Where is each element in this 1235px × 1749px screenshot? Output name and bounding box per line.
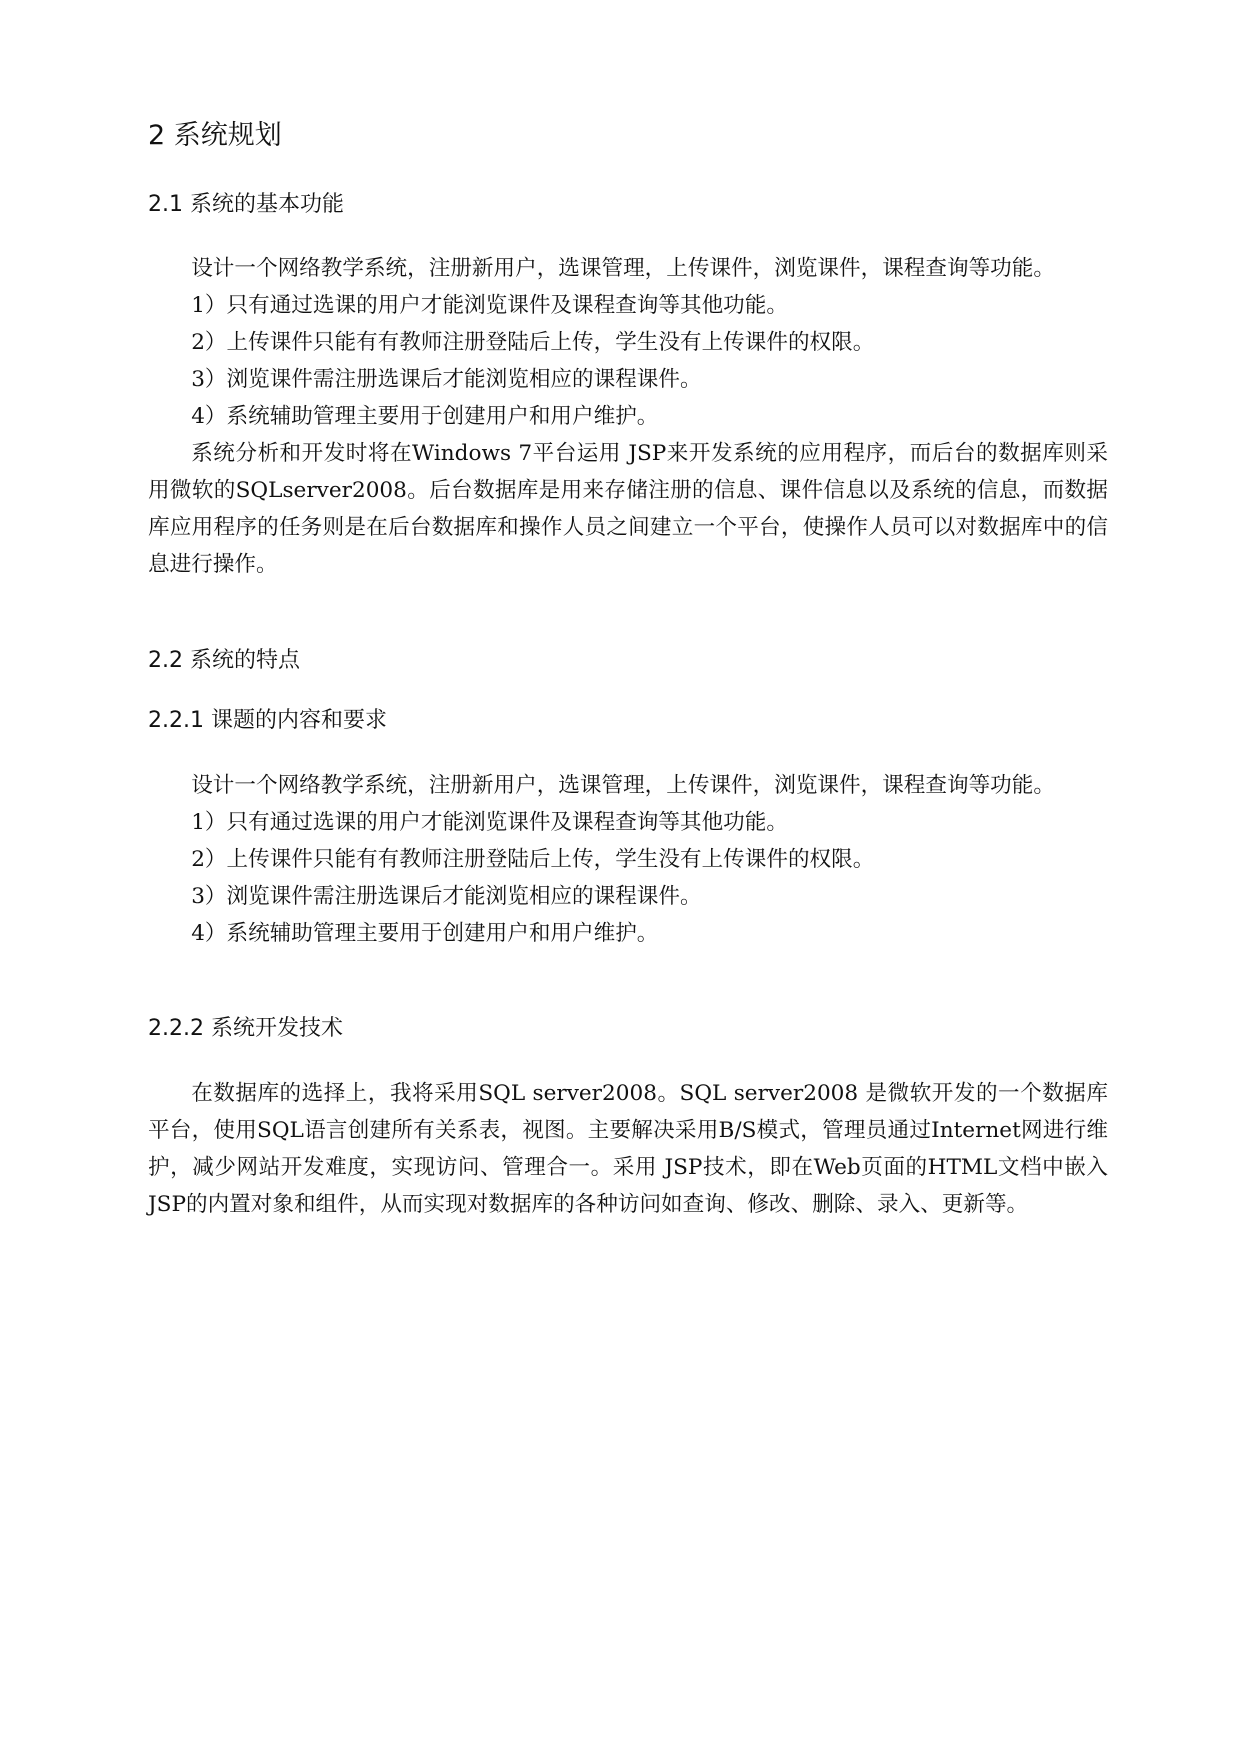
section-2-2-1-item-4: 4）系统辅助管理主要用于创建用户和用户维护。 — [191, 921, 659, 946]
section-2-2-2-title: 2.2.2 系统开发技术 — [148, 1016, 343, 1041]
section-2-1-item-4: 4）系统辅助管理主要用于创建用户和用户维护。 — [191, 404, 659, 429]
section-2-2-1-content — [148, 767, 1108, 952]
section-2-2-1-title: 2.2.1 课题的内容和要求 — [148, 708, 387, 733]
section-2-1-item-1: 1）只有通过选课的用户才能浏览课件及课程查询等其他功能。 — [191, 293, 788, 318]
section-2-2-1-intro: 设计一个网络教学系统，注册新用户，选课管理，上传课件，浏览课件，课程查询等功能。 — [191, 773, 1055, 798]
section-2-1-title: 2.1 系统的基本功能 — [148, 192, 344, 217]
section-2-1-content — [148, 250, 1108, 583]
section-2-1-intro: 设计一个网络教学系统，注册新用户，选课管理，上传课件，浏览课件，课程查询等功能。 — [191, 256, 1055, 281]
section-2-2-2-content — [148, 1075, 1108, 1223]
section-2-2-1-item-1: 1）只有通过选课的用户才能浏览课件及课程查询等其他功能。 — [191, 810, 788, 835]
section-2-2-1-item-3: 3）浏览课件需注册选课后才能浏览相应的课程课件。 — [191, 884, 702, 909]
section-2-1-item-3: 3）浏览课件需注册选课后才能浏览相应的课程课件。 — [191, 367, 702, 392]
section-2-2-2-body: 在数据库的选择上，我将采用SQL server2008。SQL server2008 是微软开发的一个数据库平台，使用SQL语言创建所有关系表，视图。主要解决采用B/S模式，管理员通过Internet网进行维护，减少网站开发难度，实现访问、管理合一。采用 JSP技术，即在Web页面的HTML文档中嵌入 JSP的内置对象和组件，从而实现对数据库的各种访问如查询、修改、删除、录入、更新等。 — [148, 1081, 1108, 1217]
chapter-heading: 2 系统规划 — [148, 120, 282, 151]
section-2-1-body: 系统分析和开发时将在Windows 7平台运用 JSP来开发系统的应用程序，而后台的数据库则采用微软的SQLserver2008。后台数据库是用来存储注册的信息、课件信息以及系统的信息，而数据库应用程序的任务则是在后台数据库和操作人员之间建立一个平台，使操作人员可以对数据库中的信息进行操作。 — [148, 441, 1108, 577]
section-2-2-title: 2.2 系统的特点 — [148, 648, 300, 673]
section-2-1-item-2: 2）上传课件只能有有教师注册登陆后上传，学生没有上传课件的权限。 — [191, 330, 875, 355]
section-2-2-1-item-2: 2）上传课件只能有有教师注册登陆后上传，学生没有上传课件的权限。 — [191, 847, 875, 872]
